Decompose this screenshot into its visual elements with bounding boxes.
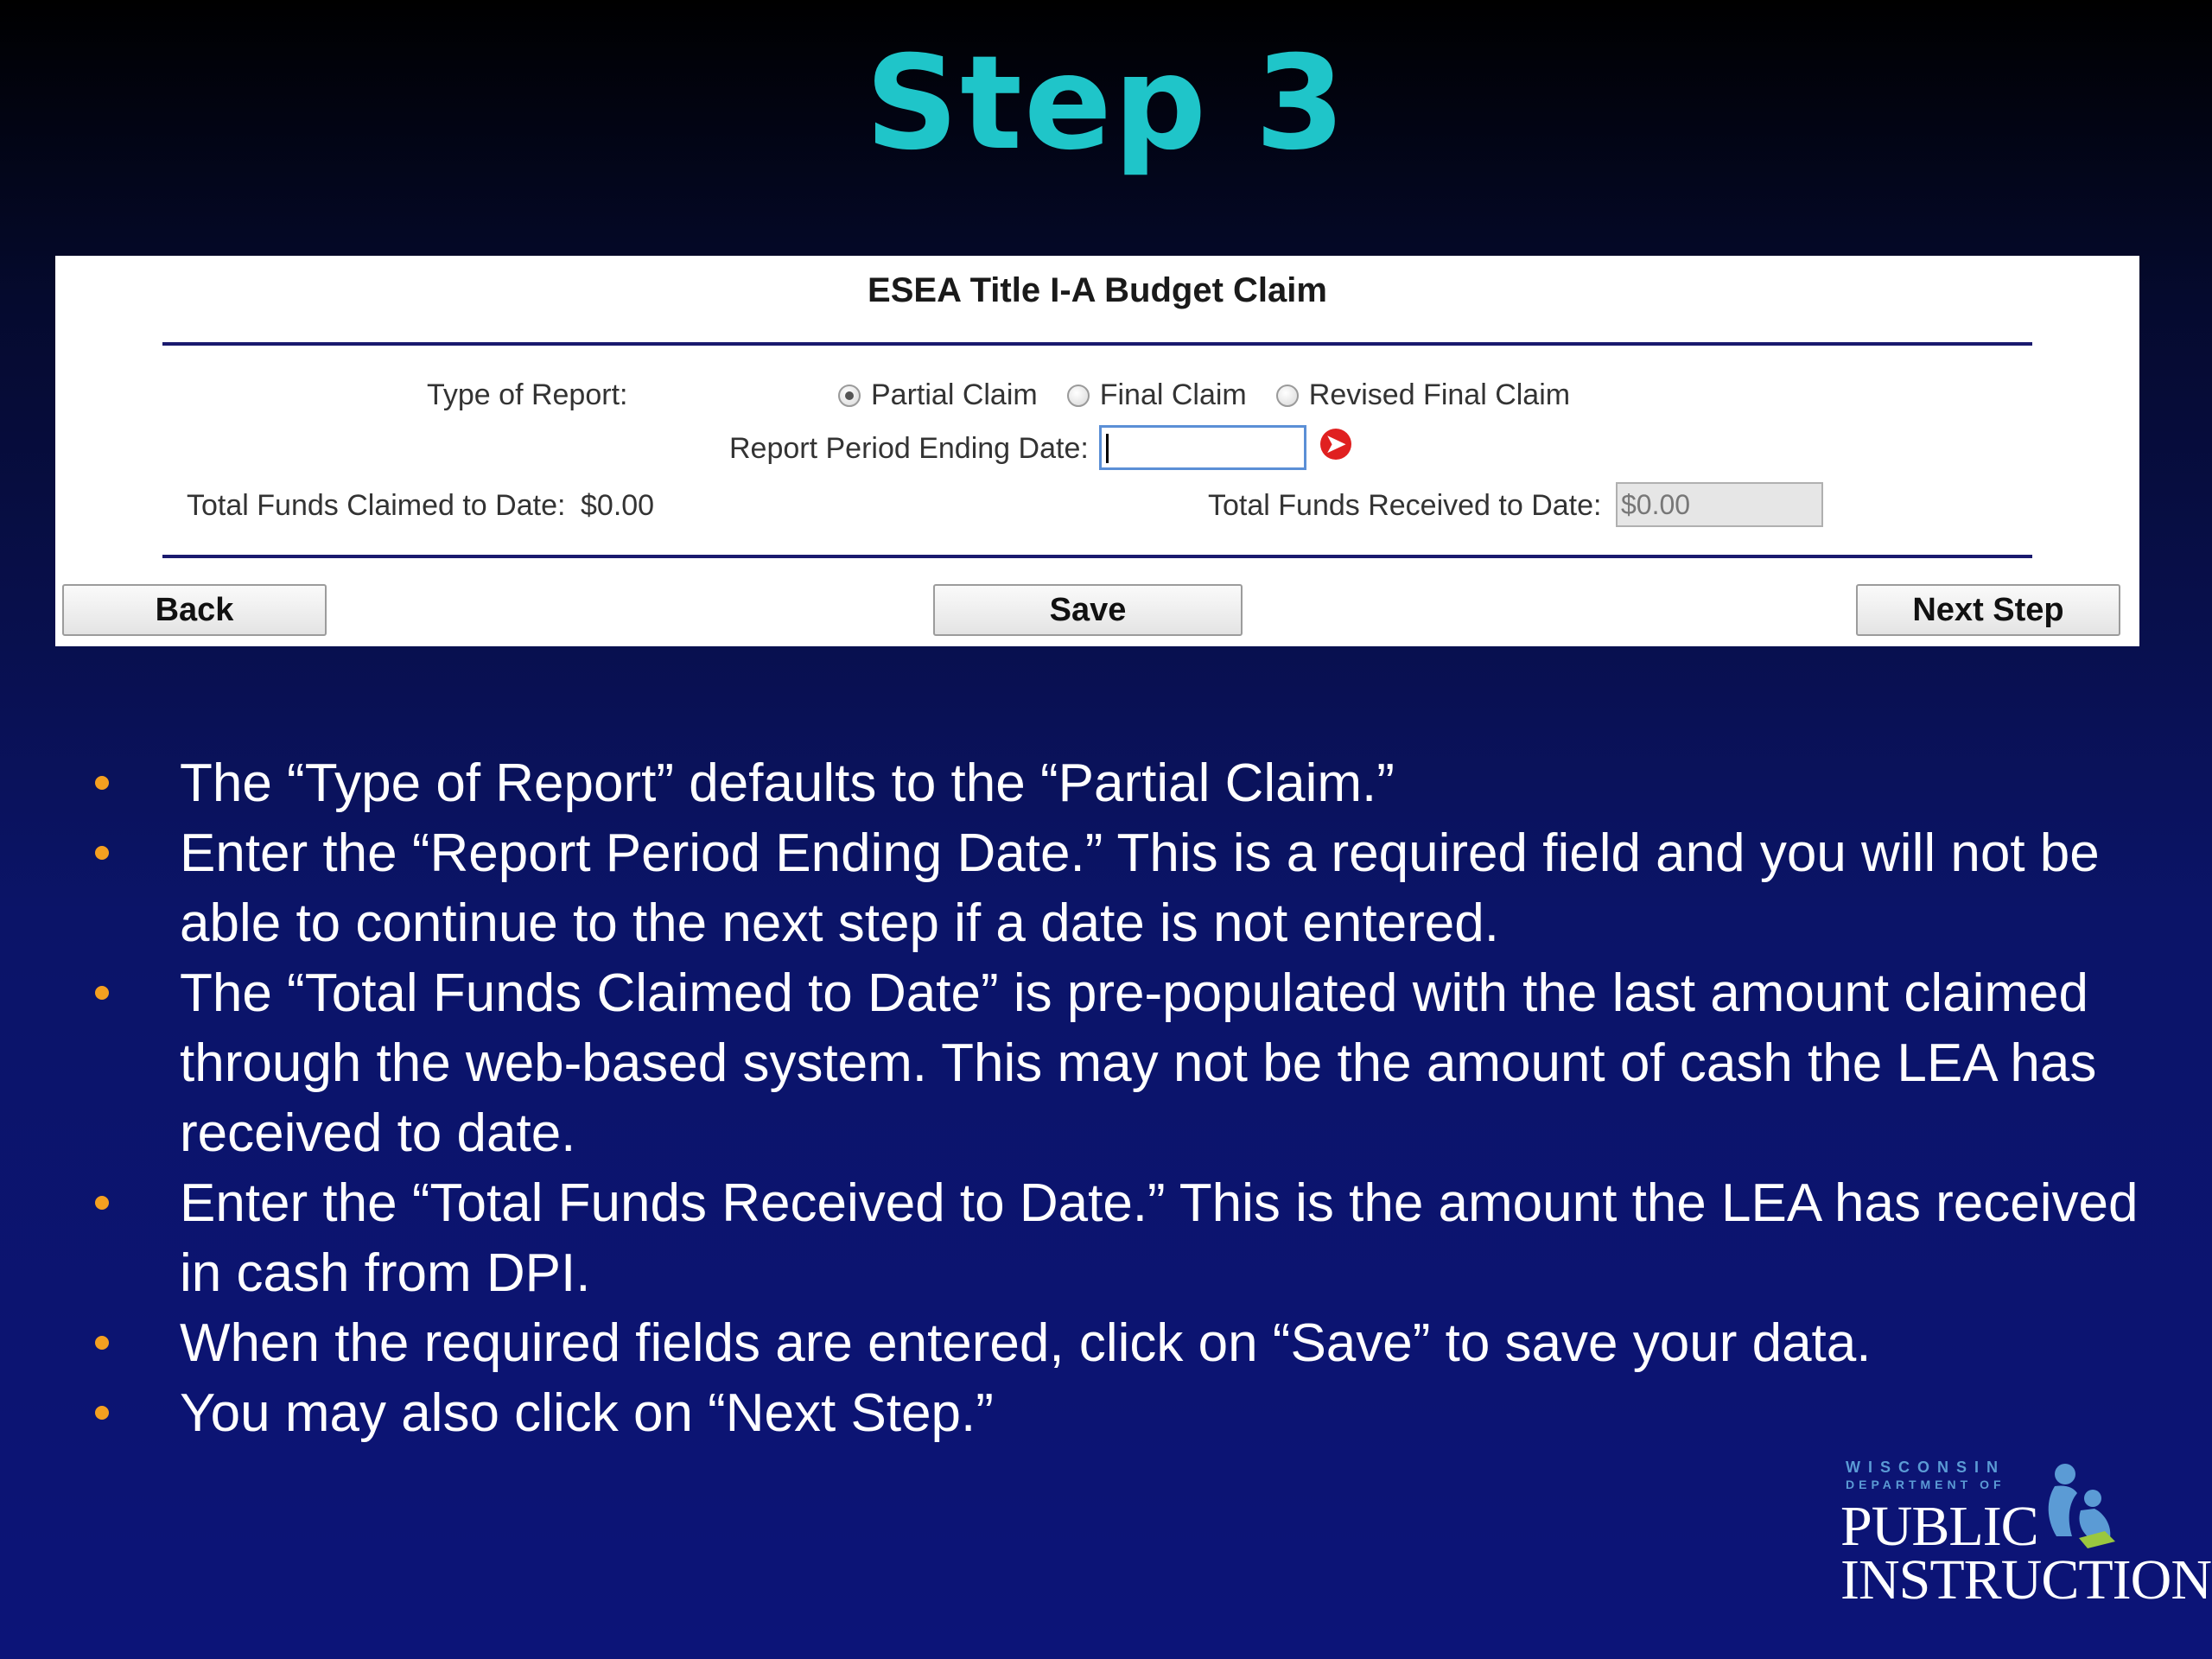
instruction-list [86,748,2160,1448]
total-received-input[interactable]: $0.00 [1616,482,1823,527]
radio-option-partial-claim[interactable] [838,378,1038,412]
radio-label-partial-claim: Partial Claim [871,378,1038,411]
list-item: The “Type of Report” defaults to the “Partial Claim.” [86,748,2160,818]
logo-line-wisconsin: WISCONSIN [1846,1459,2006,1476]
radio-button-revised-final-claim[interactable] [1276,385,1299,407]
text-caret [1106,434,1109,463]
radio-label-revised-final-claim: Revised Final Claim [1308,378,1571,411]
bullet-icon [95,776,109,790]
list-item: Enter the “Report Period Ending Date.” This is a required field and you will not be able to continue to the next step if a date is not entered. [86,818,2160,958]
total-received-label: Total Funds Received to Date: [1208,489,1602,522]
list-item: The “Total Funds Claimed to Date” is pre-populated with the last amount claimed through the web-based system. This may not be the amount of cash the LEA has received to date. [86,958,2160,1168]
radio-button-final-claim[interactable] [1067,385,1090,407]
list-item: You may also click on “Next Step.” [86,1378,2160,1448]
list-item: When the required fields are entered, click on “Save” to save your data. [86,1308,2160,1378]
form-title: ESEA Title I-A Budget Claim [868,271,1327,309]
save-button[interactable]: Save [933,584,1243,636]
next-step-button[interactable]: Next Step [1856,584,2120,636]
logo-line-department: DEPARTMENT OF [1846,1478,2005,1491]
bullet-icon [95,1336,109,1350]
radio-option-final-claim[interactable] [1067,378,1247,412]
report-period-label: Report Period Ending Date: [729,432,1089,465]
bullet-icon [95,1196,109,1210]
type-of-report-radio-group [838,378,1599,412]
budget-claim-form [55,256,2139,646]
top-divider [162,342,2032,346]
bullet-icon [95,986,109,1000]
required-field-icon: ➤ [1320,429,1351,460]
logo-line-public: PUBLIC [1840,1495,2038,1558]
report-period-date-input[interactable] [1099,425,1306,470]
back-button[interactable]: Back [62,584,327,636]
dpi-logo [1840,1459,2211,1614]
radio-option-revised-final-claim[interactable] [1276,378,1570,412]
radio-label-final-claim: Final Claim [1099,378,1247,411]
list-item: Enter the “Total Funds Received to Date.” This is the amount the LEA has received in cash from DPI. [86,1168,2160,1308]
bullet-icon [95,846,109,860]
type-of-report-label: Type of Report: [427,378,628,411]
total-claimed-label: Total Funds Claimed to Date: [187,489,566,522]
bottom-divider [162,555,2032,558]
total-claimed-value: $0.00 [581,489,655,522]
bullet-icon [95,1406,109,1420]
logo-line-instruction: INSTRUCTION [1840,1548,2211,1611]
radio-button-partial-claim[interactable] [838,385,861,407]
adult-child-reading-icon [2032,1462,2134,1566]
slide-title: Step 3 [865,29,1347,179]
